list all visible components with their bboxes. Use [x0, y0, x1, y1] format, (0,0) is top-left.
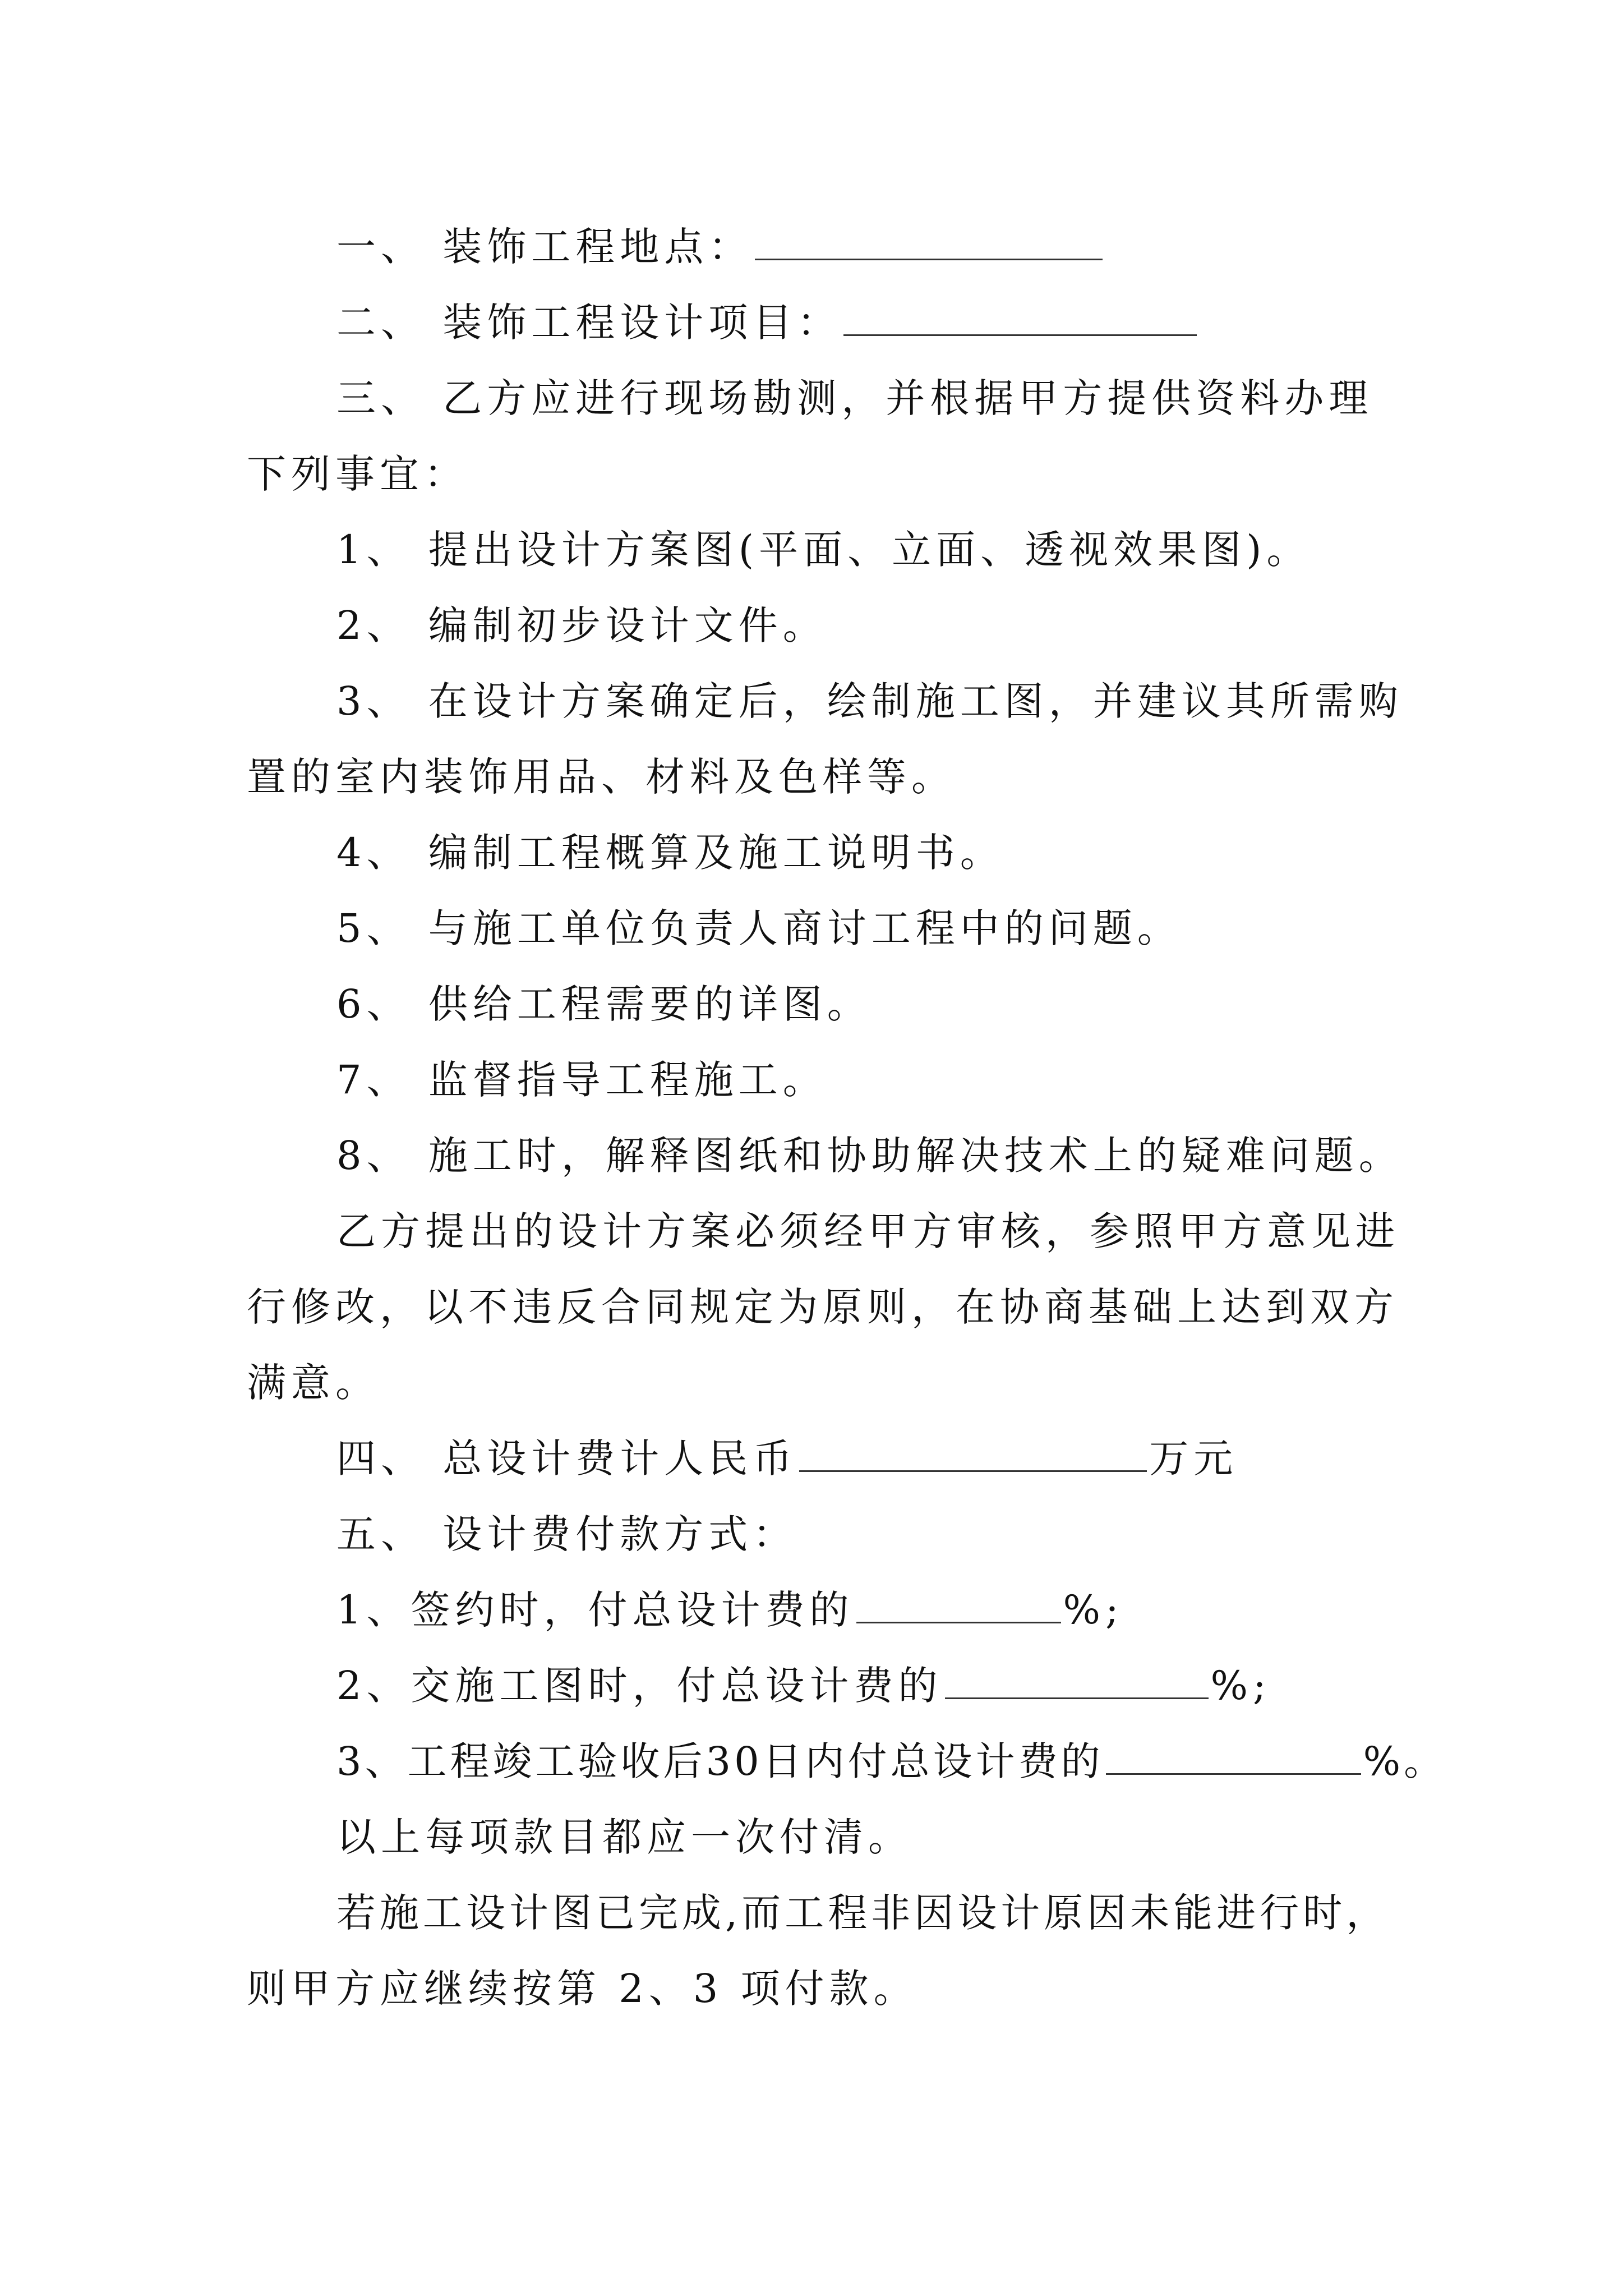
item-7: 7、 监督指导工程施工。	[336, 1057, 827, 1103]
fee-amount-blank	[799, 1435, 1147, 1472]
clause-3-line2: 下列事宜：	[247, 451, 468, 497]
payment-3-text: 3、工程竣工验收后30日内付总设计费的	[336, 1738, 1104, 1784]
clause-3-line1: 三、 乙方应进行现场勘测，并根据甲方提供资料办理	[336, 375, 1373, 421]
payment-2	[336, 1660, 1514, 1711]
clause-4	[336, 1433, 1514, 1484]
payment-3-blank	[1106, 1738, 1361, 1775]
clause-5: 五、 设计费付款方式：	[336, 1511, 797, 1557]
item-1: 1、 提出设计方案图(平面、立面、透视效果图)。	[336, 527, 1311, 573]
project-blank	[843, 300, 1197, 336]
clause-2-text: 二、 装饰工程设计项目：	[336, 300, 842, 346]
item-3-line1: 3、 在设计方案确定后，绘制施工图，并建议其所需购	[336, 678, 1403, 724]
clause-1-text: 一、 装饰工程地点：	[336, 224, 753, 270]
item-8: 8、 施工时，解释图纸和协助解决技术上的疑难问题。	[336, 1133, 1403, 1179]
paragraph-3-line2: 则甲方应继续按第 2、3 项付款。	[247, 1966, 918, 2012]
clause-1	[336, 222, 1514, 272]
item-6: 6、 供给工程需要的详图。	[336, 981, 872, 1027]
clause-2	[336, 297, 1514, 348]
payment-2-blank	[945, 1663, 1209, 1699]
payment-1	[336, 1585, 1514, 1635]
item-5: 5、 与施工单位负责人商讨工程中的问题。	[336, 905, 1182, 951]
clause-4-text: 四、 总设计费计人民币	[336, 1435, 797, 1481]
item-2: 2、 编制初步设计文件。	[336, 602, 827, 648]
payment-2-text: 2、交施工图时，付总设计费的	[336, 1663, 943, 1709]
item-4: 4、 编制工程概算及施工说明书。	[336, 830, 1004, 876]
paragraph-1-line2: 行修改，以不违反合同规定为原则，在协商基础上达到双方	[247, 1284, 1399, 1330]
payment-3	[336, 1736, 1514, 1787]
payment-3-end: %。	[1363, 1738, 1447, 1784]
paragraph-3-line1: 若施工设计图已完成,而工程非因设计原因未能进行时，	[336, 1890, 1390, 1936]
payment-1-blank	[856, 1587, 1061, 1623]
fee-unit: 万元	[1149, 1435, 1238, 1481]
item-3-line2: 置的室内装饰用品、材料及色样等。	[247, 754, 956, 800]
payment-1-text: 1、签约时，付总设计费的	[336, 1587, 854, 1633]
payment-1-end: %;	[1063, 1587, 1124, 1633]
payment-2-end: %;	[1210, 1663, 1271, 1709]
paragraph-1-line1: 乙方提出的设计方案必须经甲方审核，参照甲方意见进	[336, 1208, 1400, 1254]
location-blank	[755, 224, 1103, 260]
paragraph-2: 以上每项款目都应一次付清。	[336, 1814, 912, 1860]
paragraph-1-line3: 满意。	[247, 1360, 380, 1406]
